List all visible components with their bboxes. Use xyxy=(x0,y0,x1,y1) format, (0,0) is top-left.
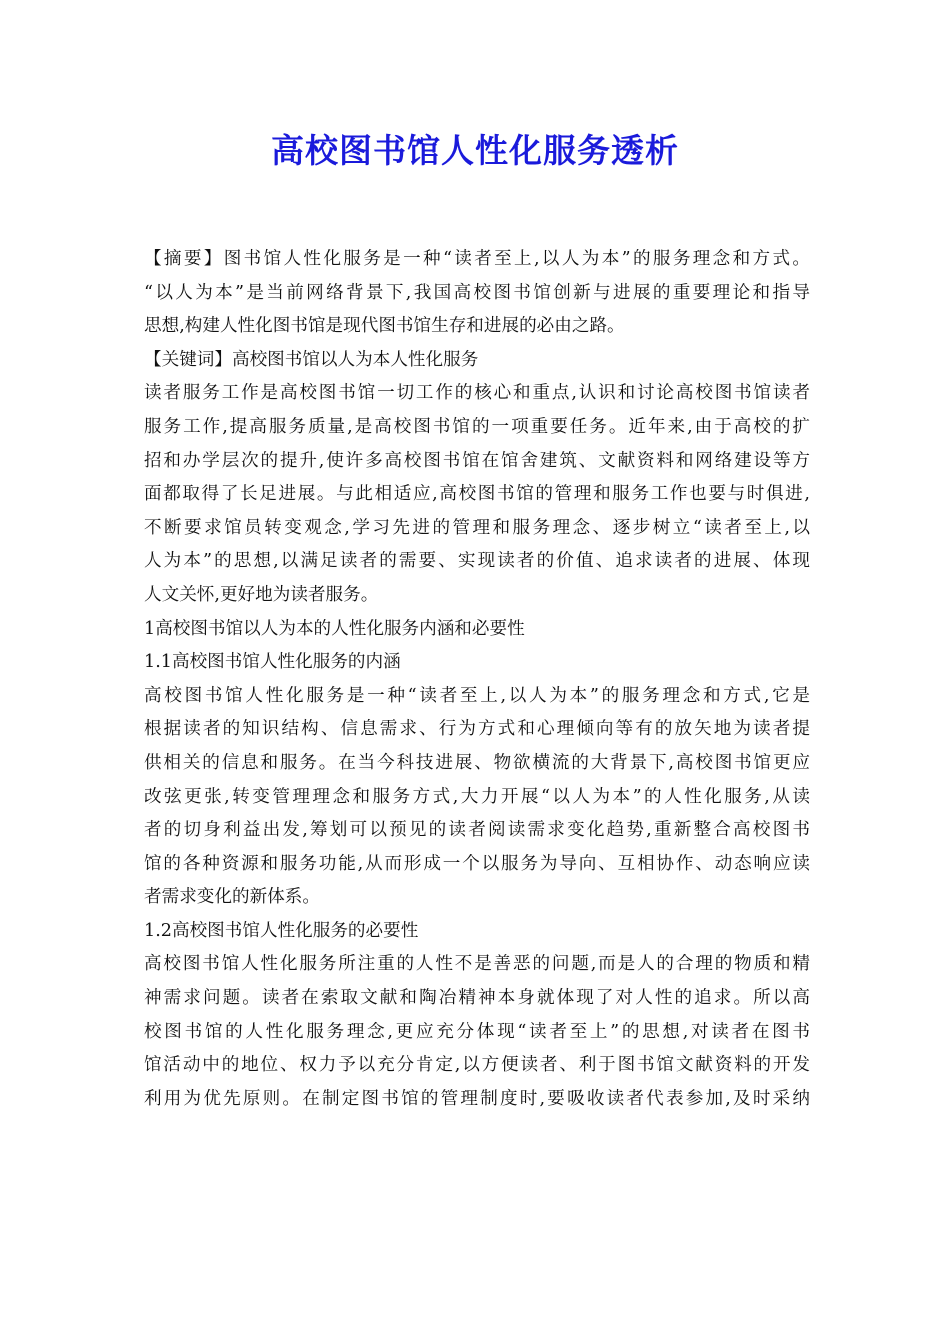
keywords-line: 【关键词】高校图书馆以人为本人性化服务 xyxy=(144,349,479,370)
subsection-heading: 1.2高校图书馆人性化服务的必要性 xyxy=(144,920,419,941)
document-body xyxy=(144,243,810,1116)
paragraph-line: 高校图书馆人性化服务是一种“读者至上,以人为本”的服务理念和方式,它是 xyxy=(144,685,810,706)
document-title: 高校图书馆人性化服务透析 xyxy=(271,131,679,170)
paragraph-line: 服务工作,提高服务质量,是高校图书馆的一项重要任务。近年来,由于高校的扩 xyxy=(144,416,810,437)
paragraph-line: 神需求问题。读者在索取文献和陶冶精神本身就体现了对人性的追求。所以高 xyxy=(144,988,810,1009)
paragraph-line: 馆的各种资源和服务功能,从而形成一个以服务为导向、互相协作、动态响应读 xyxy=(144,853,810,874)
paragraph-line: 供相关的信息和服务。在当今科技进展、物欲横流的大背景下,高校图书馆更应 xyxy=(144,752,810,773)
paragraph-line: 改弦更张,转变管理理念和服务方式,大力开展“以人为本”的人性化服务,从读 xyxy=(144,786,810,807)
paragraph-line: 者需求变化的新体系。 xyxy=(144,887,320,908)
paragraph-line: 校图书馆的人性化服务理念,更应充分体现“读者至上”的思想,对读者在图书 xyxy=(144,1021,810,1042)
paragraph-line: 高校图书馆人性化服务所注重的人性不是善恶的问题,而是人的合理的物质和精 xyxy=(144,954,810,975)
paragraph-line: 人为本”的思想,以满足读者的需要、实现读者的价值、追求读者的进展、体现 xyxy=(144,551,810,572)
subsection-heading: 1.1高校图书馆人性化服务的内涵 xyxy=(144,652,401,673)
abstract-line: “以人为本”是当前网络背景下,我国高校图书馆创新与进展的重要理论和指导 xyxy=(144,282,810,303)
abstract-line: 思想,构建人性化图书馆是现代图书馆生存和进展的必由之路。 xyxy=(144,316,625,337)
paragraph-line: 招和办学层次的提升,使许多高校图书馆在馆舍建筑、文献资料和网络建设等方 xyxy=(144,450,810,471)
paragraph-line: 馆活动中的地位、权力予以充分肯定,以方便读者、利于图书馆文献资料的开发 xyxy=(144,1055,810,1076)
paragraph-line: 人文关怀,更好地为读者服务。 xyxy=(144,584,379,605)
paragraph-line: 面都取得了长足进展。与此相适应,高校图书馆的管理和服务工作也要与时俱进, xyxy=(144,484,810,505)
abstract-line: 【摘要】图书馆人性化服务是一种“读者至上,以人为本”的服务理念和方式。 xyxy=(144,249,810,269)
paragraph-line: 者的切身利益出发,筹划可以预见的读者阅读需求变化趋势,重新整合高校图书 xyxy=(144,820,810,841)
paragraph-line: 不断要求馆员转变观念,学习先进的管理和服务理念、逐步树立“读者至上,以 xyxy=(144,517,810,538)
paragraph-line: 利用为优先原则。在制定图书馆的管理制度时,要吸收读者代表参加,及时采纳 xyxy=(144,1088,810,1109)
paragraph-line: 读者服务工作是高校图书馆一切工作的核心和重点,认识和讨论高校图书馆读者 xyxy=(144,383,810,404)
paragraph-line: 根据读者的知识结构、信息需求、行为方式和心理倾向等有的放矢地为读者提 xyxy=(144,719,810,740)
section-heading: 1高校图书馆以人为本的人性化服务内涵和必要性 xyxy=(144,618,525,639)
